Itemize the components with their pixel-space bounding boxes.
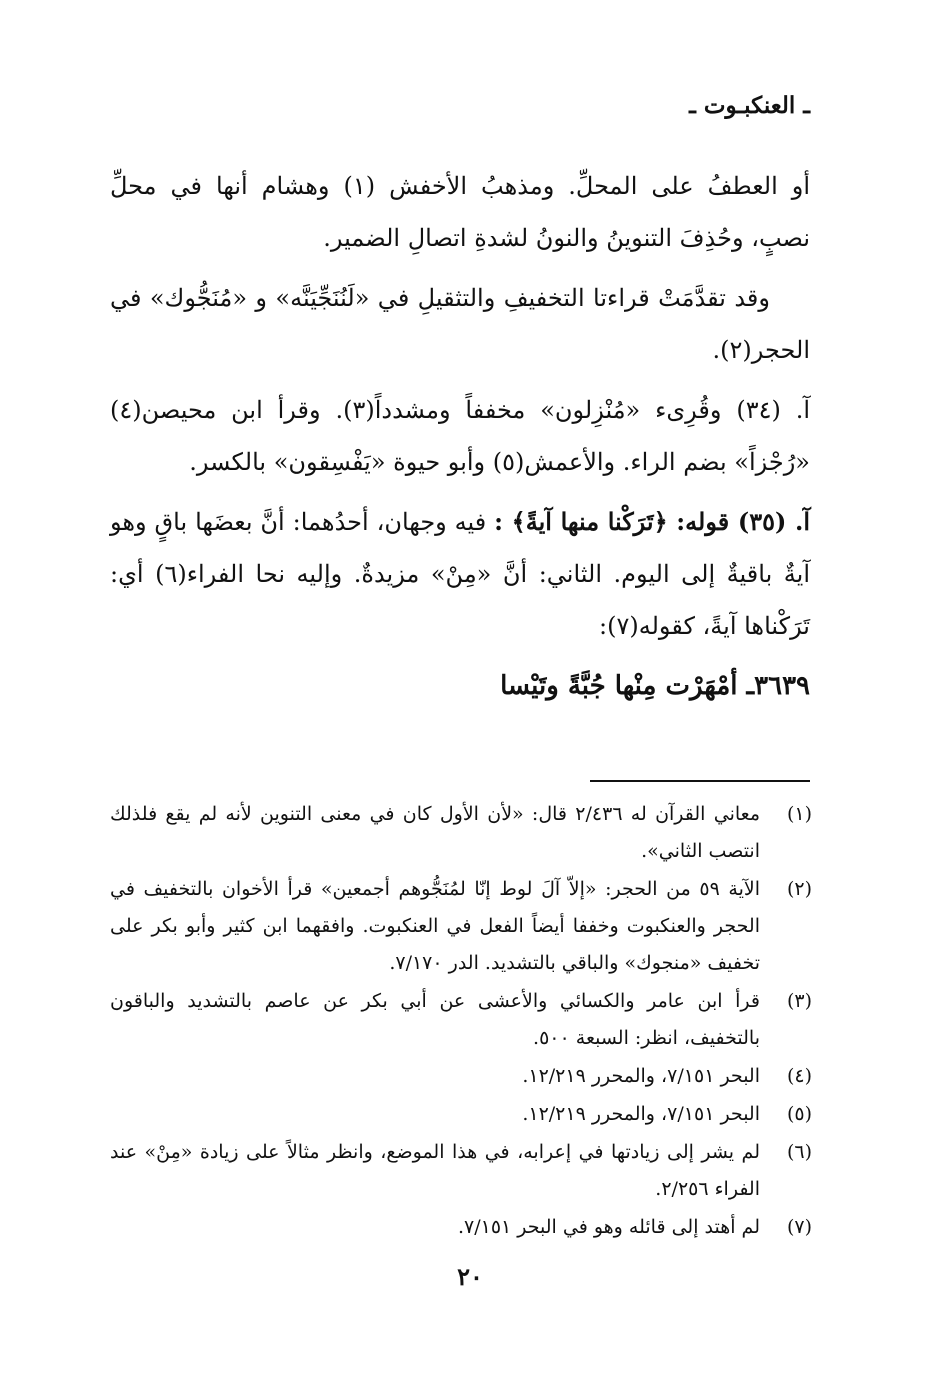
footnote-text: معاني القرآن له ٢/٤٣٦ قال: «لأن الأول كان في معنى التنوين لأنه لم يقع فلذلك انتصب الثاني». — [110, 803, 760, 862]
paragraph-4-rest: فيه وجهان، أحدُهما: أنَّ بعضَها باقٍ وهو آيةٌ باقيةٌ إلى اليوم. الثاني: أنَّ «مِنْ» مزيدةٌ. وإليه نحا الفراء(٦) أي: تَرَكْناها آيةً، كقوله(٧): — [110, 508, 811, 640]
paragraph-4-lead: آ. (٣٥) قوله: ﴿تَرَكْنا منها آيةً﴾ : — [494, 507, 811, 536]
footnote-number: (٢) — [786, 878, 812, 900]
footnote-number: (٧) — [786, 1216, 812, 1238]
footnote-4 — [110, 1058, 812, 1095]
footnote-text: الآية ٥٩ من الحجر: «إلاّ آلَ لوط إنّا لمُنَجُّوهم أجمعين» قرأ الأخوان بالتخفيف في الحجر والعنكبوت وخففا أيضاً الفعل في العنكبوت. وافقهما ابن كثير وأبو بكر على تخفيف «منجوك» والباقي بالتشديد. الدر ٧/١٧٠. — [110, 878, 760, 974]
footnote-text: لم يشر إلى زيادتها في إعرابه، في هذا الموضع، وانظر مثالاً على زيادة «مِنْ» عند الفراء ٢/٢٥٦. — [110, 1141, 760, 1200]
footnote-number: (١) — [786, 803, 812, 825]
footnotes — [110, 796, 812, 1247]
footnote-text: البحر ٧/١٥١، والمحرر ١٢/٢١٩. — [522, 1103, 760, 1125]
paragraph-4 — [110, 496, 810, 652]
footnote-number: (٣) — [786, 990, 812, 1012]
page-number: ٢٠ — [457, 1262, 483, 1291]
paragraph-3: آ. (٣٤) وقُرِىء «مُنْزِلون» مخففاً ومشدداً(٣). وقرأ ابن محيصن(٤) «رُجْزاً» بضم الراء. والأعمش(٥) وأبو حيوة «يَفْسِقون» بالكسر. — [110, 396, 810, 476]
footnote-1 — [110, 796, 812, 870]
footnote-text: قرأ ابن عامر والكسائي والأعشى عن أبي بكر عن عاصم بالتشديد والباقون بالتخفيف، انظر: السبعة ٥٠٠. — [110, 990, 760, 1049]
running-header: ـ العنكبـوت ـ — [689, 92, 810, 119]
footnote-number: (٥) — [786, 1103, 812, 1125]
footnote-text: البحر ٧/١٥١، والمحرر ١٢/٢١٩. — [522, 1065, 760, 1087]
footnote-number: (٦) — [786, 1141, 812, 1163]
poetry-verse: ٣٦٣٩ـ أمْهَرْت مِنْها جُبَّةً وتَيْسا — [500, 671, 810, 701]
paragraph-1: أو العطفُ على المحلِّ. ومذهبُ الأخفش (١) وهشام أنها في محلِّ نصبٍ، وحُذِفَ التنوينُ والنونُ لشدةِ اتصالِ الضمير. — [110, 172, 810, 252]
footnote-6 — [110, 1134, 812, 1208]
footnote-number: (٤) — [786, 1065, 812, 1087]
footnote-3 — [110, 983, 812, 1057]
paragraph-2: وقد تقدَّمَتْ قراءتا التخفيفِ والتثقيلِ في «لَنُنَجِّيَنَّه» و «مُنَجُّوك» في الحجر(٢). — [110, 284, 810, 364]
main-text — [110, 160, 810, 720]
footnote-7 — [110, 1209, 812, 1246]
footnote-separator — [590, 780, 810, 782]
footnote-5 — [110, 1096, 812, 1133]
footnote-text: لم أهتد إلى قائله وهو في البحر ٧/١٥١. — [457, 1216, 760, 1238]
footnote-2 — [110, 871, 812, 982]
